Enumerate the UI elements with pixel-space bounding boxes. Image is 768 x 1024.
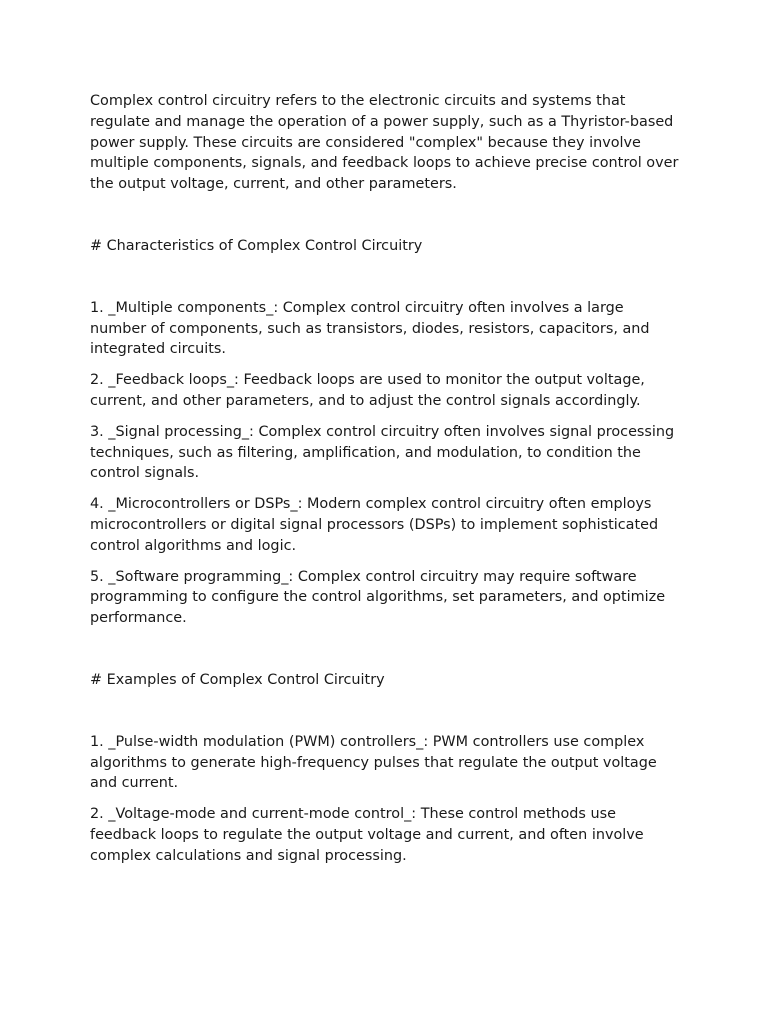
list-item: 4. _Microcontrollers or DSPs_: Modern complex control circuitry often employs microcontrollers or digital signal processors (DSPs) to implement sophisticated control algorithms and logic.: [90, 496, 659, 554]
intro-paragraph: Complex control circuitry refers to the electronic circuits and systems that regulate and manage the operation of a power supply, such as a Thyristor-based power supply. These circuits are considered "complex" because they involve multiple components, signals, and feedback loops to achieve precise control over the output voltage, current, and other parameters.: [90, 93, 679, 193]
examples-heading: # Examples of Complex Control Circuitry: [90, 671, 385, 688]
characteristics-heading: # Characteristics of Complex Control Circuitry: [90, 237, 423, 254]
list-item: 5. _Software programming_: Complex control circuitry may require software programming to configure the control algorithms, set parameters, and optimize performance.: [90, 568, 666, 627]
list-item: 3. _Signal processing_: Complex control circuitry often involves signal processing techniques, such as filtering, amplification, and modulation, to condition the control signals.: [90, 423, 675, 482]
characteristics-list: [90, 298, 680, 629]
list-item: 1. _Pulse-width modulation (PWM) controllers_: PWM controllers use complex algorithms to generate high-frequency pulses that regulate the output voltage and current.: [90, 733, 657, 792]
examples-list: [90, 732, 680, 867]
document-page: [90, 91, 680, 867]
list-item: 2. _Feedback loops_: Feedback loops are used to monitor the output voltage, current, and other parameters, and to adjust the control signals accordingly.: [90, 372, 645, 409]
list-item: 1. _Multiple components_: Complex control circuitry often involves a large number of components, such as transistors, diodes, resistors, capacitors, and integrated circuits.: [90, 299, 650, 358]
list-item: 2. _Voltage-mode and current-mode control_: These control methods use feedback loops to regulate the output voltage and current, and often involve complex calculations and signal processing.: [90, 806, 644, 864]
